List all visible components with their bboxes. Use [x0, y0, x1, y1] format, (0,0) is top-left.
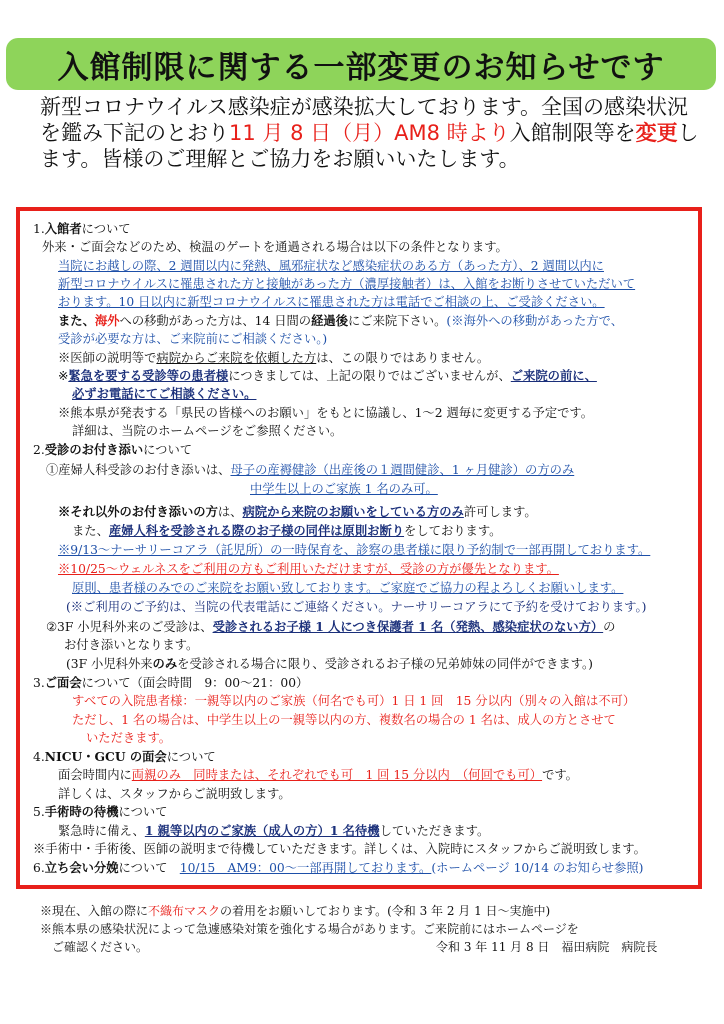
section-2-line: ※9/13～ナーサリーコアラ（託児所）の一時保育を、診察の患者様に限り予約制で一部再開しております。 — [58, 543, 651, 557]
footer-line: ※熊本県の感染状況によって急遽感染対策を強化する場合があります。ご来院前にはホームページを — [40, 922, 579, 936]
page-title: 入館制限に関する一部変更のお知らせです — [57, 49, 665, 86]
section-1-line: 新型コロナウイルスに罹患された方と接触があった方（濃厚接触者）は、入館をお断りさせていただいて — [58, 277, 636, 291]
section-2-line: 原則、患者様のみでのご来院をお願い致しております。ご家庭でご協力の程よろしくお願いします。 — [72, 581, 624, 595]
footer-line: ※現在、入館の際に不織布マスクの着用をお願いしております。(令和 3 年 2 月 1 日～実施中) — [40, 904, 551, 918]
intro-text: 入館制限等を — [509, 121, 636, 145]
section-1-line: おります。10 日以内に新型コロナウイルスに罹患された方は電話でご相談の上、ご受診ください。 — [58, 295, 605, 309]
section-5-heading: 5.手術時の待機について — [33, 804, 168, 819]
section-2-line: (3F 小児科外来のみを受診される場合に限り、受診されるお子様の兄弟姉妹の同伴ができます。) — [66, 656, 593, 671]
intro-change: 変更 — [635, 121, 678, 145]
section-3-line: ただし、1 名の場合は、中学生以上の一親等以内の方、複数名の場合の 1 名は、成人の方とさせて — [72, 713, 616, 727]
intro-paragraph — [40, 94, 708, 172]
section-4-line: 詳しくは、スタッフからご説明致します。 — [58, 787, 291, 801]
section-3-line: いただきます。 — [86, 731, 172, 745]
section-4-heading: 4.NICU・GCU の面会について — [33, 749, 216, 764]
intro-text: 新型コロナウイルス感染症が感染拡大しております。全国の感染状況を鑑み下記のとおり — [40, 95, 689, 145]
section-2-line: お付き添いとなります。 — [64, 638, 199, 652]
section-1-line: ※熊本県が発表する「県民の皆様へのお願い」をもとに協議し、1～2 週毎に変更する予定です。 — [58, 406, 594, 420]
section-2-line: ※それ以外のお付き添いの方は、病院から来院のお願いをしている方のみ許可します。 — [58, 504, 537, 519]
section-1-line: ※緊急を要する受診等の患者様につきましては、上記の限りではございませんが、ご来院の前に、 — [58, 368, 597, 383]
section-2-line: (※ご利用のご予約は、当院の代表電話にご連絡ください。ナーサリーコアラにて予約を受けております。) — [66, 600, 647, 614]
section-5-line: 緊急時に備え、1 親等以内のご家族（成人の方）1 名待機していただきます。 — [58, 823, 490, 838]
section-5-line: ※手術中・手術後、医師の説明まで待機していただきます。詳しくは、入院時にスタッフからご説明致します。 — [33, 842, 646, 856]
section-1-line: 詳細は、当院のホームページをご参照ください。 — [72, 424, 343, 438]
section-3-line: すべての入院患者様：一親等以内のご家族（何名でも可）1 日 1 回 15 分以内（別々の入館は不可） — [72, 694, 636, 708]
section-6-heading: 6.立ち会い分娩について 10/15 AM9：00～一部再開しております。(ホームページ 10/14 のお知らせ参照) — [33, 860, 644, 875]
intro-text: します。皆様のご理解とご協力をお願いいたします。 — [40, 121, 699, 171]
section-2-line: ①産婦人科受診のお付き添いは、母子の産褥健診（出産後の１週間健診、1 ヶ月健診）の方のみ — [46, 463, 575, 477]
section-1-line: ※医師の説明等で病院からご来院を依頼した方は、この限りではありません。 — [58, 351, 490, 365]
section-3-heading: 3.ご面会について（面会時間 9：00～21：00） — [33, 675, 309, 690]
intro-date: 11 月 8 日（月）AM8 時より — [229, 121, 510, 145]
section-1-line: また、海外への移動があった方は、14 日間の経過後にご来院下さい。(※海外への移動があった方で、 — [58, 313, 623, 328]
section-2-line: ②3F 小児科外来のご受診は、受診されるお子様 1 人につき保護者 1 名（発熱、感染症状のない方）の — [46, 619, 616, 634]
section-2-line: ※10/25～ウェルネスをご利用の方もご利用いただけますが、受診の方が優先となります。 — [58, 562, 559, 576]
section-4-line: 面会時間内に両親のみ 同時または、それぞれでも可 1 回 15 分以内 （何回でも可）です。 — [58, 768, 578, 782]
section-2-line: また、産婦人科を受診される際のお子様の同伴は原則お断りをしております。 — [72, 523, 502, 538]
section-2-heading: 2.受診のお付き添いについて — [33, 442, 193, 457]
section-1-line: 外来・ご面会などのため、検温のゲートを通過される場合は以下の条件となります。 — [42, 240, 508, 254]
title-banner — [6, 38, 716, 90]
section-1-heading: 1.入館者について — [33, 221, 131, 236]
section-1-line: 受診が必要な方は、ご来院前にご相談ください。) — [58, 332, 328, 346]
section-2-line: 中学生以上のご家族 1 名のみ可。 — [250, 482, 438, 496]
footer-signature: 令和 3 年 11 月 8 日 福田病院 病院長 — [436, 940, 658, 954]
footer-line: ご確認ください。 — [52, 940, 149, 954]
section-1-line: 当院にお越しの際、2 週間以内に発熱、風邪症状など感染症状のある方（あった方）、2 週間以内に — [58, 259, 604, 273]
section-1-line: 必ずお電話にてご相談ください。 — [72, 386, 257, 401]
